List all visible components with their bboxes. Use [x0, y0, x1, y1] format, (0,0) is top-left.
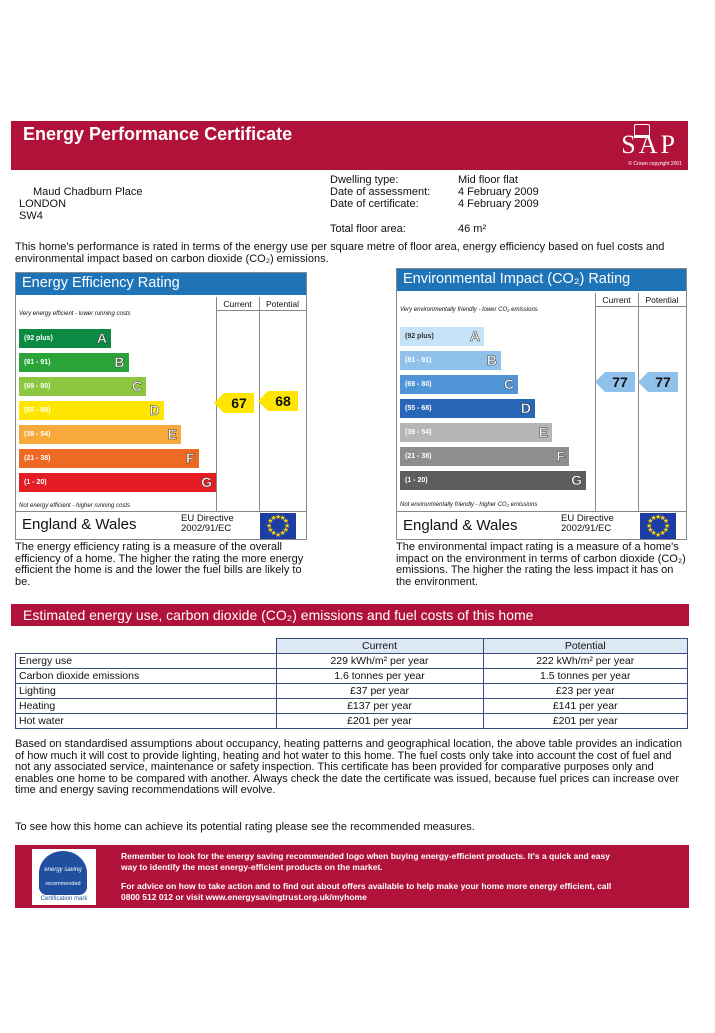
band-letter: C — [131, 378, 142, 394]
table-cell: £201 per year — [483, 714, 688, 729]
table-cell: £201 per year — [276, 714, 483, 729]
footer-text-2-prefix: For advice on how to take action and to find out about offers available to help make your home more energy efficient, call — [121, 881, 612, 891]
star-icon: ★ — [662, 518, 670, 525]
star-icon: ★ — [655, 513, 662, 521]
band-letter: C — [503, 376, 514, 392]
efficiency-band-e — [19, 425, 181, 444]
star-icon: ★ — [655, 531, 662, 539]
sap-logo: SAP — [621, 130, 678, 159]
certification-mark: Certification mark — [40, 896, 88, 902]
efficiency-band-d — [19, 401, 164, 420]
table-cell: 1.6 tonnes per year — [276, 669, 483, 684]
environment-band-c — [400, 375, 518, 394]
environment-panel-title: Environmental Impact (CO₂) Rating — [397, 269, 686, 291]
star-icon: ★ — [647, 518, 654, 525]
environment-band-e — [400, 423, 552, 442]
star-icon: ★ — [275, 513, 282, 521]
table-header-cell: Potential — [483, 639, 688, 654]
star-icon: ★ — [275, 531, 282, 539]
efficiency-directive: EU Directive 2002/91/EC — [181, 513, 234, 534]
eu-flag-icon — [640, 513, 676, 539]
star-icon: ★ — [647, 527, 654, 534]
environment-top-note: Very environmentally friendly - lower CO₂ emissions — [400, 307, 538, 313]
band-range: (21 - 38) — [405, 453, 432, 460]
efficiency-band-f — [19, 449, 199, 468]
band-letter: F — [556, 448, 565, 464]
star-icon: ★ — [664, 522, 671, 530]
environment-band-g — [400, 471, 586, 490]
environment-band-f — [400, 447, 569, 466]
star-icon: ★ — [659, 514, 666, 522]
band-range: (39 - 54) — [405, 429, 432, 436]
table-cell: 1.5 tonnes per year — [483, 669, 688, 684]
star-icon: ★ — [646, 522, 653, 530]
efficiency-band-b — [19, 353, 129, 372]
band-letter: D — [149, 402, 160, 418]
table-cell: £137 per year — [276, 699, 483, 714]
efficiency-region: England & Wales — [22, 516, 137, 533]
table-row — [16, 714, 688, 729]
efficiency-top-note: Very energy efficient - lower running costs — [19, 311, 131, 317]
band-range: (69 - 80) — [405, 381, 432, 388]
header-banner — [11, 121, 688, 170]
band-letter: E — [538, 424, 548, 440]
table-header-row — [16, 639, 688, 654]
logo-line-2: recommended — [45, 881, 81, 887]
band-letter: A — [96, 330, 107, 346]
band-letter: B — [486, 352, 497, 368]
environment-band-d — [400, 399, 535, 418]
estimates-title: Estimated energy use, carbon dioxide (CO₂) emissions and fuel costs of this home — [23, 607, 534, 623]
efficiency-description: The energy efficiency rating is a measure of the overall efficiency of a home. The higher the rating the more energy efficient the home is and the lower the fuel bills are likely to be. — [15, 541, 304, 588]
table-cell: Hot water — [16, 714, 277, 729]
dwelling-type-value: Mid floor flat — [458, 174, 518, 186]
efficiency-header-line — [216, 310, 306, 311]
star-icon: ★ — [267, 518, 274, 525]
table-row — [16, 669, 688, 684]
band-range: (1 - 20) — [405, 477, 428, 484]
environment-directive: EU Directive 2002/91/EC — [561, 513, 614, 534]
environment-region: England & Wales — [403, 517, 518, 534]
environment-current-arrow: 77 — [605, 372, 635, 392]
band-range: (55 - 68) — [24, 407, 51, 414]
table-cell: Heating — [16, 699, 277, 714]
table-cell: £37 per year — [276, 684, 483, 699]
band-range: (69 - 80) — [24, 383, 51, 390]
star-icon: ★ — [266, 522, 273, 530]
environment-potential-arrow: 77 — [648, 372, 678, 392]
band-letter: G — [201, 474, 212, 490]
table-cell: 222 kWh/m² per year — [483, 654, 688, 669]
address-line-1: Maud Chadburn Place — [33, 186, 143, 198]
band-letter: A — [469, 328, 480, 344]
efficiency-bottom-note: Not energy efficient - higher running costs — [19, 503, 131, 509]
band-range: (92 plus) — [24, 335, 53, 342]
address-line-3: SW4 — [19, 210, 43, 222]
star-icon: ★ — [659, 530, 666, 538]
efficiency-potential-arrow: 68 — [268, 391, 298, 411]
environment-column-divider-1 — [595, 293, 596, 511]
table-cell: 229 kWh/m² per year — [276, 654, 483, 669]
star-icon: ★ — [267, 527, 274, 534]
logo-line-1: energy saving — [44, 867, 82, 873]
certificate-date-value: 4 February 2009 — [458, 198, 539, 210]
environment-column-divider-2 — [638, 293, 639, 511]
dwelling-type-label: Dwelling type: — [330, 174, 399, 186]
footer-text-1: Remember to look for the energy saving recommended logo when buying energy-efficient products. It's a quick and easy way to identify the most energy-efficient products on the market. — [121, 851, 610, 872]
efficiency-current-header: Current — [223, 299, 252, 309]
star-icon: ★ — [650, 530, 657, 538]
footer-phone: 0800 512 012 — [121, 892, 173, 902]
assessment-date-label: Date of assessment: — [330, 186, 431, 198]
band-letter: F — [185, 450, 195, 466]
environment-current-header: Current — [602, 295, 631, 305]
environment-rating-panel — [396, 268, 687, 540]
footer-text-2 — [121, 881, 621, 903]
band-range: (81 - 91) — [405, 357, 432, 364]
band-range: (1 - 20) — [24, 479, 47, 486]
footer-url-link[interactable]: www.energysavingtrust.org.uk/myhome — [205, 892, 367, 902]
star-icon: ★ — [662, 527, 670, 534]
band-range: (92 plus) — [405, 333, 434, 340]
footer-banner — [15, 845, 689, 908]
efficiency-panel-title: Energy Efficiency Rating — [16, 273, 306, 295]
table-cell: Energy use — [16, 654, 277, 669]
environment-header-line — [595, 306, 686, 307]
table-cell: £23 per year — [483, 684, 688, 699]
floor-area-label: Total floor area: — [330, 223, 406, 235]
star-icon: ★ — [282, 518, 290, 525]
intro-text: This home's performance is rated in terms of the energy use per square metre of floor area, energy efficiency based on fuel costs and environmental impact based on carbon dioxide (CO₂) emissions. — [15, 241, 665, 265]
efficiency-potential-header: Potential — [265, 299, 300, 309]
band-letter: D — [520, 400, 531, 416]
footer-text-2-mid: or visit — [173, 892, 206, 902]
eu-flag-icon — [260, 513, 296, 539]
environment-description: The environmental impact rating is a measure of a home's impact on the environment in terms of carbon dioxide (CO₂) emissions. The higher the rating the less impact it has on the environment. — [396, 541, 686, 588]
address-line-2: LONDON — [19, 198, 67, 210]
band-range: (21 - 38) — [24, 455, 51, 462]
band-letter: B — [114, 354, 125, 370]
certificate-date-label: Date of certificate: — [330, 198, 419, 210]
table-row — [16, 699, 688, 714]
band-letter: G — [571, 472, 582, 488]
assessment-date-value: 4 February 2009 — [458, 186, 539, 198]
estimates-banner — [11, 604, 689, 626]
estimates-table — [15, 638, 688, 729]
table-row — [16, 684, 688, 699]
band-range: (81 - 91) — [24, 359, 51, 366]
star-icon: ★ — [650, 514, 657, 522]
see-measures-text: To see how this home can achieve its potential rating please see the recommended measures. — [15, 821, 475, 833]
energy-saving-logo — [32, 849, 96, 905]
star-icon: ★ — [284, 522, 291, 530]
page-title: Energy Performance Certificate — [23, 124, 293, 144]
table-row — [16, 654, 688, 669]
band-letter: E — [167, 426, 177, 442]
crown-icon — [634, 124, 650, 138]
floor-area-value: 46 m² — [458, 223, 487, 235]
table-cell: £141 per year — [483, 699, 688, 714]
star-icon: ★ — [270, 514, 277, 522]
star-icon: ★ — [270, 530, 277, 538]
star-icon: ★ — [279, 514, 286, 522]
table-cell: Carbon dioxide emissions — [16, 669, 277, 684]
efficiency-band-a — [19, 329, 111, 348]
environment-bottom-note: Not environmentally friendly - higher CO₂ emissions — [400, 502, 538, 508]
environment-band-a — [400, 327, 484, 346]
star-icon: ★ — [279, 530, 286, 538]
copyright: © Crown copyright 2001 — [628, 161, 682, 167]
efficiency-band-c — [19, 377, 146, 396]
band-range: (39 - 54) — [24, 431, 51, 438]
efficiency-band-g — [19, 473, 216, 492]
table-cell: Lighting — [16, 684, 277, 699]
table-header-cell: Current — [276, 639, 483, 654]
energy-saving-logo-badge — [39, 851, 87, 895]
band-range: (55 - 68) — [405, 405, 432, 412]
star-icon: ★ — [282, 527, 290, 534]
environment-band-b — [400, 351, 501, 370]
efficiency-current-arrow: 67 — [224, 393, 254, 413]
estimates-note: Based on standardised assumptions about occupancy, heating patterns and geographical location, the above table provides an indication of how much it will cost to provide lighting, heating and hot water to this home. The fuel costs only take into account the cost of fuel and not any associated service, maintenance or safety inspection. This certificate has been provided for comparative purposes only and enables one home to be compared with another. Always check the date the certificate was issued, because fuel prices can increase over time and energy saving recommendations will evolve. — [15, 738, 682, 796]
environment-potential-header: Potential — [645, 295, 679, 305]
environment-footer-line — [397, 511, 686, 512]
table-header-cell — [16, 639, 277, 654]
efficiency-footer-line — [16, 511, 306, 512]
